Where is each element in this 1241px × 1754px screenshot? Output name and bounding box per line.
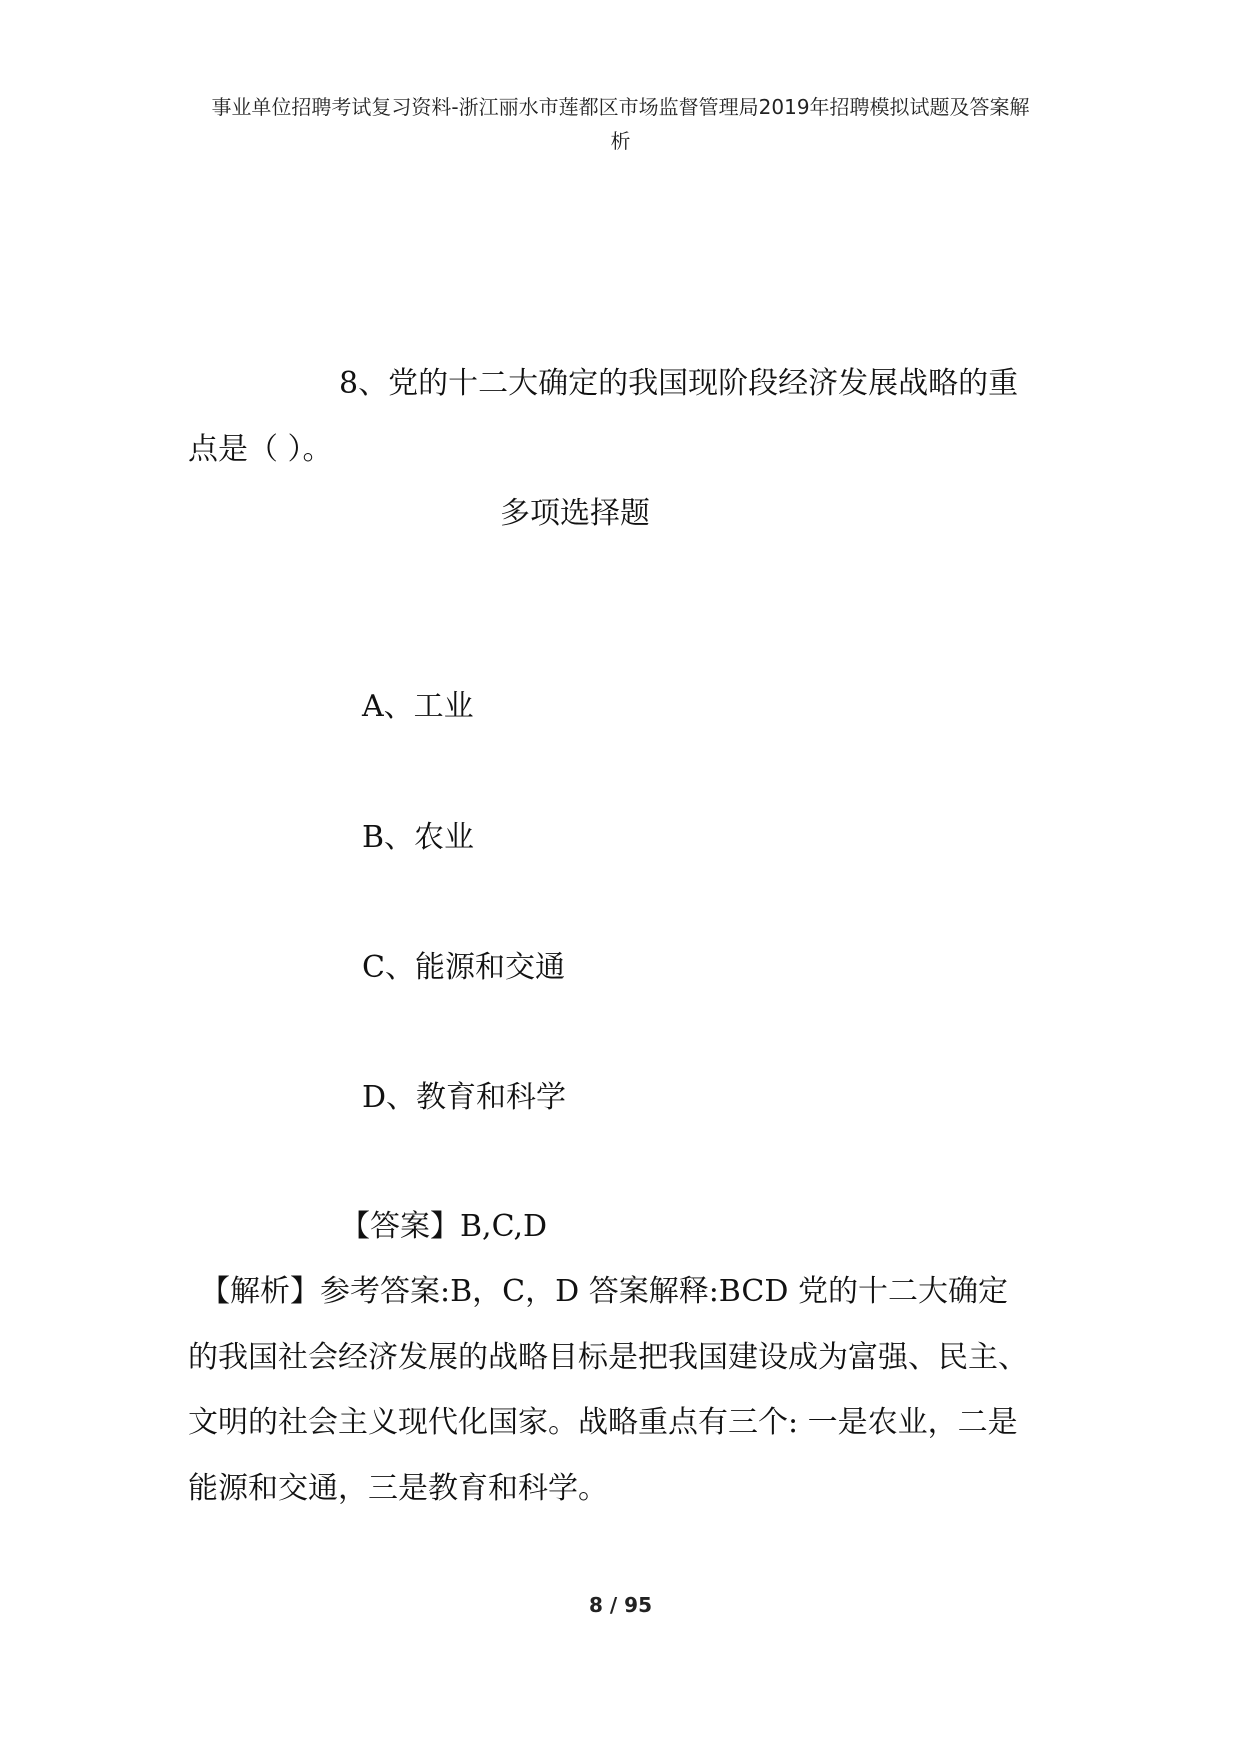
option-c: C、能源和交通 xyxy=(362,950,565,985)
analysis-line3: 文明的社会主义现代化国家。战略重点有三个: 一是农业，二是 xyxy=(188,1405,1018,1440)
analysis-line2: 的我国社会经济发展的战略目标是把我国建设成为富强、民主、 xyxy=(188,1340,1028,1375)
option-b: B、农业 xyxy=(362,820,475,855)
analysis-line1: 【解析】参考答案:B，C，D 答案解释:BCD 党的十二大确定 xyxy=(200,1274,1008,1309)
header-title-line1: 事业单位招聘考试复习资料-浙江丽水市莲都区市场监督管理局2019年招聘模拟试题及答案解 xyxy=(211,95,1030,119)
header-title-line2: 析 xyxy=(610,129,631,153)
option-d: D、教育和科学 xyxy=(362,1080,567,1115)
page-header xyxy=(150,90,1091,158)
page-number: 8 / 95 xyxy=(589,1593,652,1617)
question-text-line1: 8、党的十二大确定的我国现阶段经济发展战略的重 xyxy=(339,366,1019,401)
option-a: A、工业 xyxy=(362,689,474,724)
answer-line: 【答案】B,C,D xyxy=(340,1209,548,1244)
analysis-line4: 能源和交通，三是教育和科学。 xyxy=(188,1471,608,1506)
question-text-line2: 点是（ ）。 xyxy=(188,432,333,467)
question-type: 多项选择题 xyxy=(500,496,650,531)
